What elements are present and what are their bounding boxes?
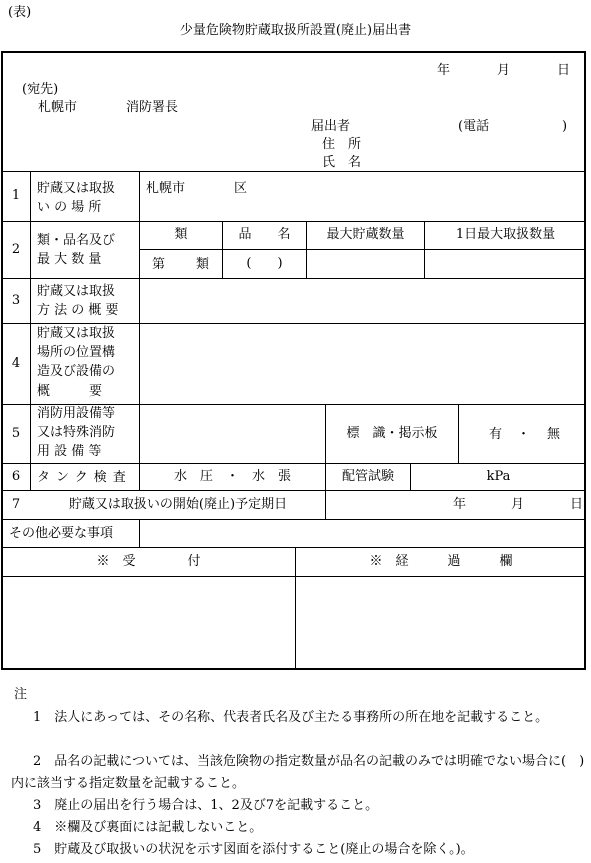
start-date-label: 貯蔵又は取扱いの開始(廃止)予定期日	[68, 496, 288, 512]
tank-inspection-label: タンク検査	[37, 470, 132, 485]
row-number: 6	[11, 468, 21, 484]
row-number: 5	[11, 425, 21, 441]
col-class: 類	[174, 227, 188, 243]
row-label-line: 方 法 の 概 要	[37, 303, 119, 318]
page-title: 少量危険物貯蔵取扱所設置(廃止)届出書	[179, 23, 412, 38]
row-number: 1	[11, 188, 21, 204]
row-number: 4	[11, 355, 21, 371]
date-month-label: 月	[497, 63, 511, 78]
note-item: 5 貯蔵及び取扱いの状況を示す図面を添付すること(廃止の場合を除く。)。	[33, 842, 474, 857]
row-divider	[2, 171, 586, 172]
date-day-label: 日	[557, 63, 571, 78]
class-suffix: 類	[196, 257, 210, 272]
row-label-line: 造及び設備の	[37, 364, 116, 379]
reception-label: ※ 受 付	[96, 553, 201, 569]
note-item: 4 ※欄及び裏面には記載しないこと。	[33, 820, 263, 835]
row-label-line: 貯蔵又は取扱	[37, 181, 116, 196]
location-ward: 区	[234, 181, 248, 196]
row-number: 7	[11, 496, 21, 512]
sign-yes: 有	[489, 427, 503, 442]
sign-board-label: 標 識・掲示板	[346, 425, 438, 441]
form-frame	[1, 51, 586, 670]
row-divider	[139, 249, 586, 250]
pipe-test-label: 配管試験	[341, 468, 394, 484]
row-divider	[2, 278, 586, 279]
row-label-line: 貯蔵又は取扱	[37, 284, 116, 299]
row-divider	[2, 519, 586, 520]
row-divider	[2, 576, 586, 577]
addressee-title: 消防署長	[126, 100, 179, 115]
column-divider	[139, 520, 140, 547]
designated-quantity-paren: ( )	[246, 255, 283, 271]
sign-dot: ・	[517, 427, 531, 442]
name-label: 氏 名	[322, 155, 362, 170]
col-max-storage: 最大貯蔵数量	[326, 227, 405, 243]
notes-heading: 注	[14, 687, 28, 702]
addressee-label: (宛先)	[22, 82, 59, 97]
note-item: 2 品名の記載については、当該危険物の指定数量が品名の記載のみでは明確でない場合に( )内に該当する指定数量を記載すること。	[11, 754, 585, 791]
address-label: 住 所	[322, 137, 362, 152]
row-number: 3	[11, 292, 21, 308]
row-label-line: 又は特殊消防	[37, 425, 116, 440]
start-day-label: 日	[570, 497, 584, 512]
col-item-name: 品 名	[238, 227, 291, 243]
column-divider	[139, 172, 140, 490]
row-label-line: 用 設 備 等	[37, 444, 102, 459]
row-label-line: 類・品名及び	[37, 233, 116, 248]
row-number: 2	[11, 241, 21, 257]
row-divider	[2, 323, 586, 324]
class-prefix: 第	[152, 257, 166, 272]
row-label-line: 概 要	[37, 384, 103, 399]
col-daily-max: 1日最大取扱数量	[455, 227, 556, 243]
row-label-line: 貯蔵又は取扱	[37, 326, 116, 341]
applicant-label: 届出者	[311, 119, 351, 134]
column-divider	[30, 172, 31, 490]
phone-close: )	[562, 119, 568, 134]
start-year-label: 年	[453, 497, 467, 512]
row-label-line: 消防用設備等	[37, 406, 116, 421]
water-pressure-label: 水 圧 ・ 水 張	[173, 468, 291, 484]
row-label-line: 場所の位置構	[37, 345, 116, 360]
location-city: 札幌市	[146, 181, 186, 196]
row-label-line: 最 大 数 量	[37, 252, 102, 267]
form-label: (表)	[8, 5, 32, 20]
progress-label: ※ 経 過 欄	[369, 553, 513, 569]
date-year-label: 年	[437, 63, 451, 78]
other-matters-label: その他必要な事項	[9, 526, 114, 541]
phone-label: (電話	[458, 119, 490, 134]
sign-no: 無	[547, 427, 561, 442]
start-month-label: 月	[511, 497, 525, 512]
note-item: 3 廃止の届出を行う場合は、1、2及び7を記載すること。	[33, 798, 379, 813]
addressee-city: 札幌市	[38, 100, 78, 115]
pressure-unit: kPa	[486, 468, 511, 484]
column-divider	[458, 405, 459, 463]
row-divider	[2, 404, 586, 405]
note-item: 1 法人にあっては、その名称、代表者氏名及び主たる事務所の所在地を記載すること。	[33, 710, 549, 725]
row-label-line: い の 場 所	[37, 200, 102, 215]
